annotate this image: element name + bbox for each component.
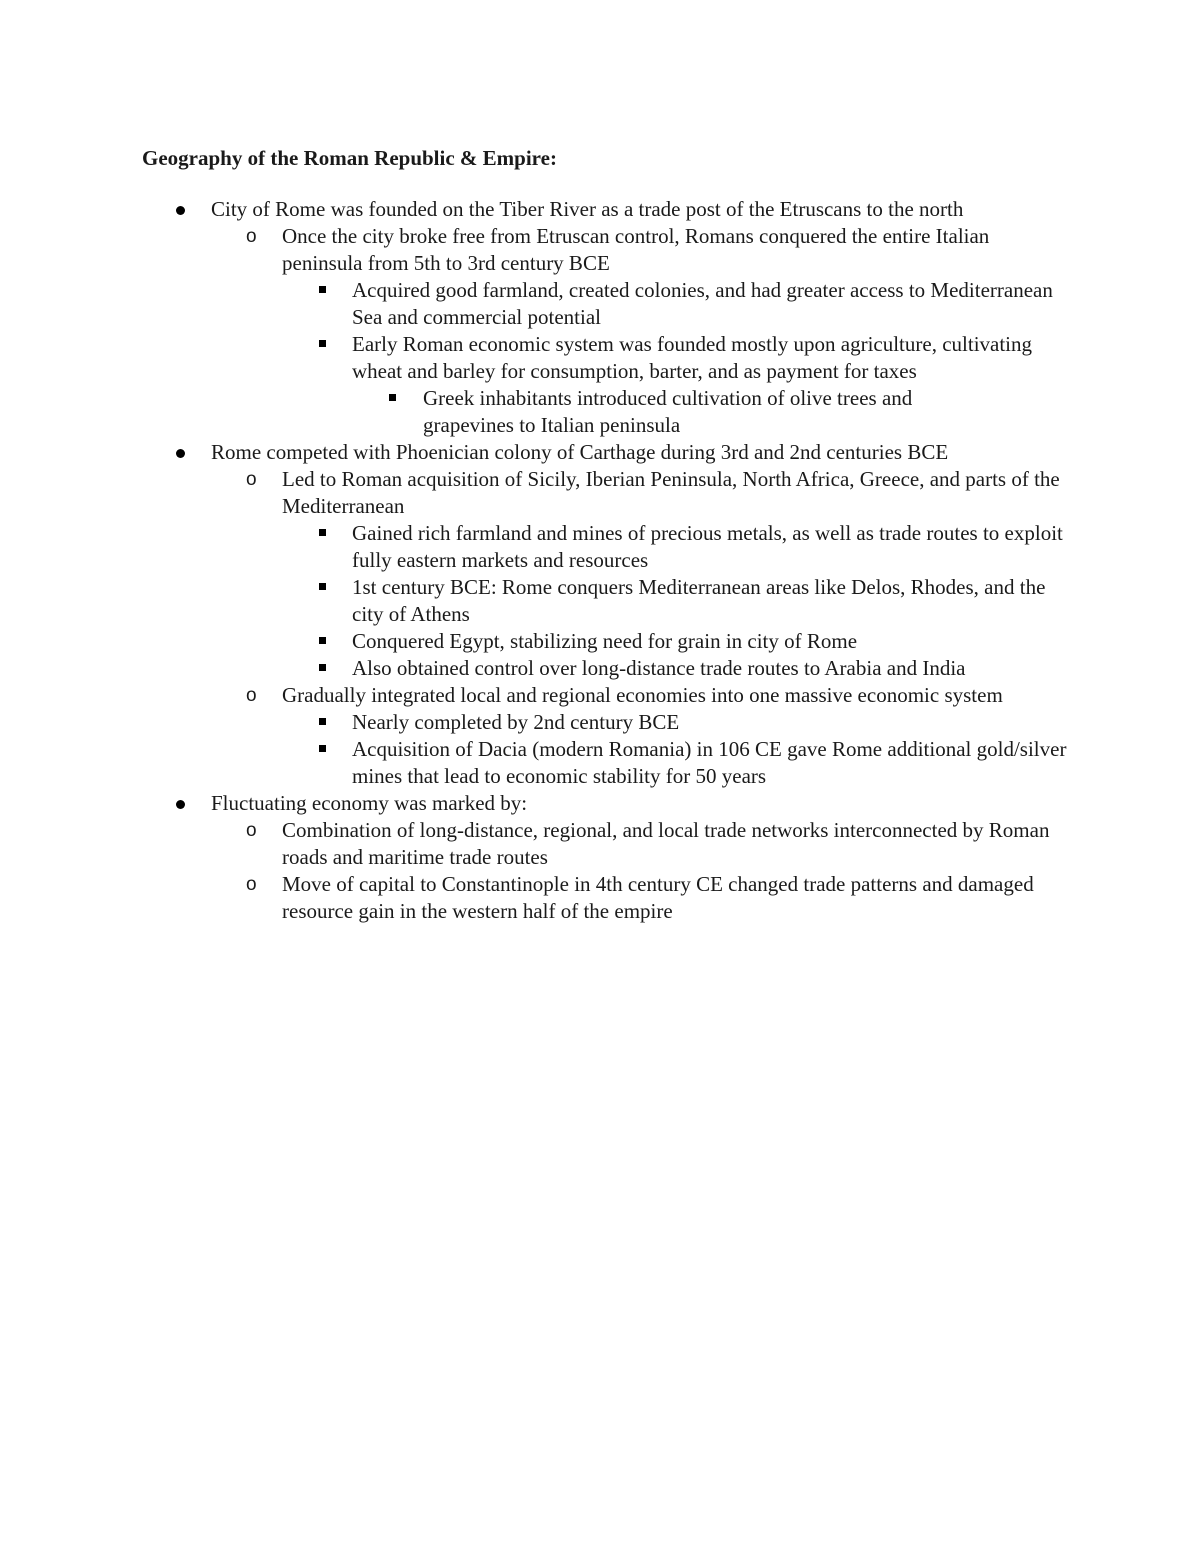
bullet-text: 1st century BCE: Rome conquers Mediterranean areas like Delos, Rhodes, and the city of Athens xyxy=(352,575,1046,626)
bullet-text: Conquered Egypt, stabilizing need for grain in city of Rome xyxy=(352,629,858,653)
bullet-item-level-1 xyxy=(0,439,1070,466)
bullet-text: Early Roman economic system was founded mostly upon agriculture, cultivating wheat and barley for consumption, barter, and as payment for taxes xyxy=(352,332,1033,383)
document-title: Geography of the Roman Republic & Empire: xyxy=(142,146,557,170)
square-bullet-icon xyxy=(319,583,326,590)
bullet-text: Once the city broke free from Etruscan control, Romans conquered the entire Italian peninsula from 5th to 3rd century BCE xyxy=(282,224,990,275)
bullet-item-level-2 xyxy=(0,466,1060,520)
bullet-item-level-3 xyxy=(0,277,1070,331)
bullet-text: Gradually integrated local and regional economies into one massive economic system xyxy=(282,683,1003,707)
bullet-item-level-3 xyxy=(0,655,1070,682)
bullet-outline xyxy=(0,196,1200,925)
bullet-item-level-3 xyxy=(0,331,1070,385)
round-bullet-icon xyxy=(176,206,185,215)
bullet-item-level-4 xyxy=(0,385,1000,439)
bullet-text: Combination of long-distance, regional, and local trade networks interconnected by Roman roads and maritime trade routes xyxy=(282,818,1050,869)
bullet-text: Acquisition of Dacia (modern Romania) in 106 CE gave Rome additional gold/silver mines that lead to economic stability for 50 years xyxy=(352,737,1067,788)
bullet-item-level-1 xyxy=(0,790,1070,817)
bullet-text: Acquired good farmland, created colonies, and had greater access to Mediterranean Sea and commercial potential xyxy=(352,278,1053,329)
bullet-item-level-2 xyxy=(0,871,1060,925)
bullet-text: Rome competed with Phoenician colony of Carthage during 3rd and 2nd centuries BCE xyxy=(211,440,949,464)
bullet-item-level-2 xyxy=(0,682,1060,709)
bullet-text: Nearly completed by 2nd century BCE xyxy=(352,710,680,734)
bullet-item-level-3 xyxy=(0,709,1070,736)
bullet-item-level-3 xyxy=(0,574,1070,628)
bullet-text: Greek inhabitants introduced cultivation of olive trees and grapevines to Italian peninsula xyxy=(423,386,913,437)
sub-bullet-marker: o xyxy=(246,226,257,247)
sub-bullet-marker: o xyxy=(246,685,257,706)
bullet-item-level-3 xyxy=(0,628,1070,655)
round-bullet-icon xyxy=(176,449,185,458)
square-bullet-icon xyxy=(319,340,326,347)
bullet-text: Move of capital to Constantinople in 4th century CE changed trade patterns and damaged resource gain in the western half of the empire xyxy=(282,872,1034,923)
bullet-item-level-1 xyxy=(0,196,1070,223)
bullet-item-level-3 xyxy=(0,520,1070,574)
sub-bullet-marker: o xyxy=(246,469,257,490)
bullet-item-level-3 xyxy=(0,736,1070,790)
sub-bullet-marker: o xyxy=(246,874,257,895)
square-bullet-icon xyxy=(319,664,326,671)
square-bullet-icon xyxy=(319,286,326,293)
bullet-item-level-2 xyxy=(0,223,1060,277)
bullet-text: City of Rome was founded on the Tiber River as a trade post of the Etruscans to the north xyxy=(211,197,964,221)
bullet-text: Fluctuating economy was marked by: xyxy=(211,791,528,815)
bullet-text: Led to Roman acquisition of Sicily, Iberian Peninsula, North Africa, Greece, and parts of the Mediterranean xyxy=(282,467,1060,518)
square-bullet-icon xyxy=(389,394,396,401)
square-bullet-icon xyxy=(319,529,326,536)
bullet-text: Gained rich farmland and mines of precious metals, as well as trade routes to exploit fully eastern markets and resources xyxy=(352,521,1063,572)
square-bullet-icon xyxy=(319,745,326,752)
bullet-item-level-2 xyxy=(0,817,1060,871)
bullet-text: Also obtained control over long-distance trade routes to Arabia and India xyxy=(352,656,966,680)
square-bullet-icon xyxy=(319,718,326,725)
sub-bullet-marker: o xyxy=(246,820,257,841)
round-bullet-icon xyxy=(176,800,185,809)
square-bullet-icon xyxy=(319,637,326,644)
